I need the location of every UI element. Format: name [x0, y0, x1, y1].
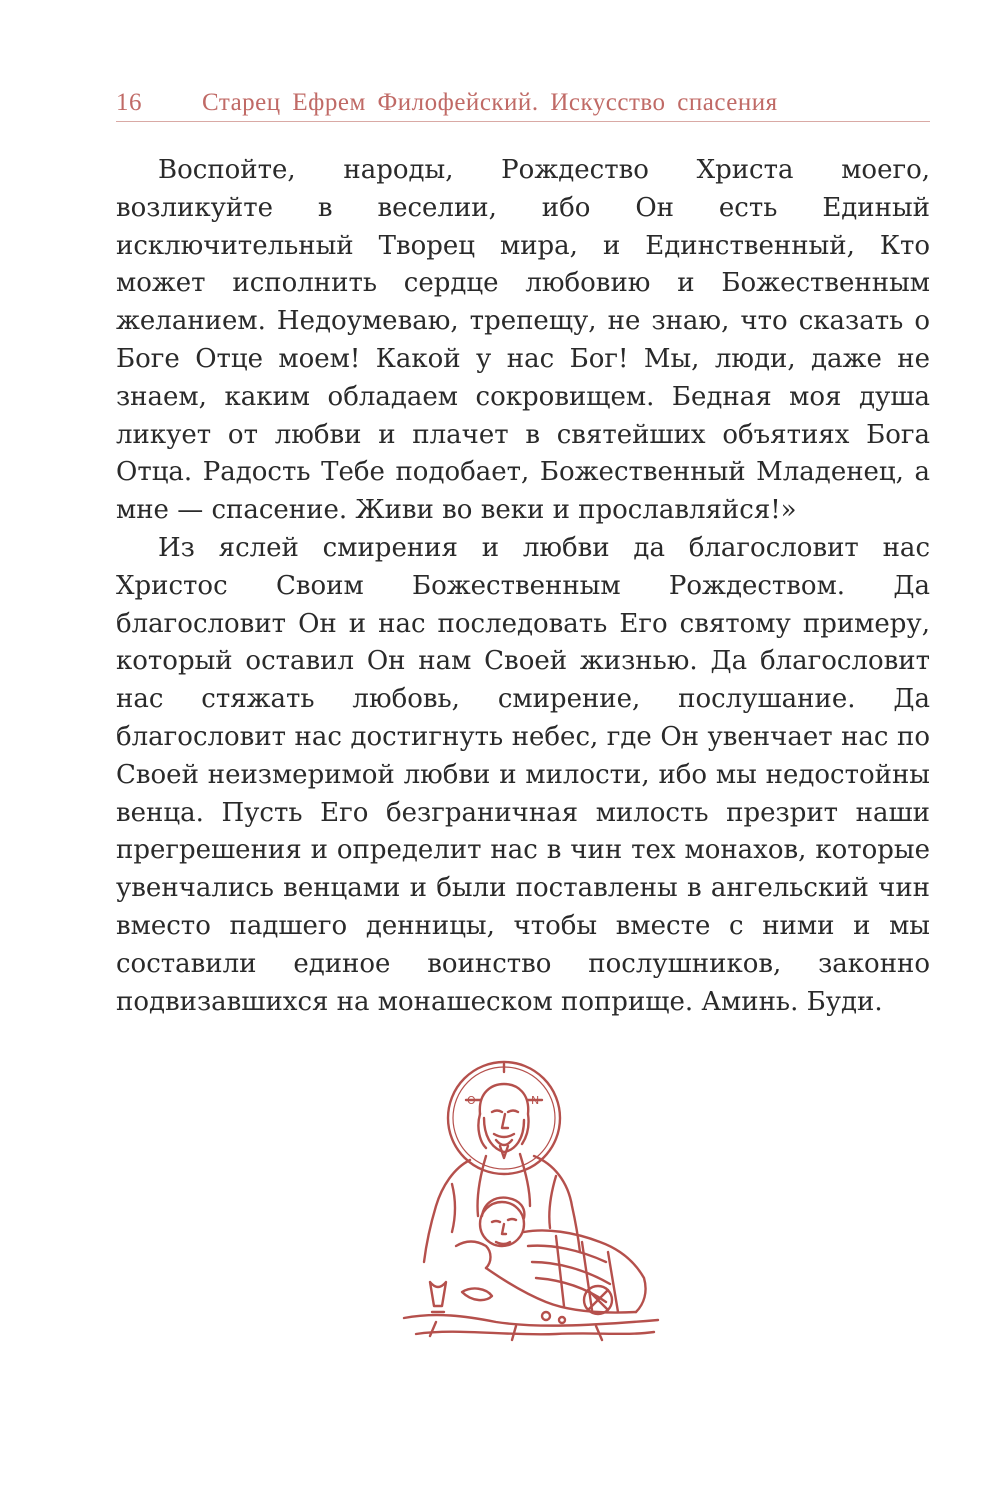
page-number: 16 — [116, 89, 142, 116]
halo-letter-o: О — [467, 1094, 476, 1107]
running-header — [116, 89, 930, 122]
paragraph: Из яслей смирения и любви да благословит нас Христос Своим Божественным Рождеством. Да благословит Он и нас последовать Его святому примеру, который оставил Он нам Своей жизнью. Да благословит нас стяжать любовь, смирение, послушание. Да благословит нас достигнуть небес, где Он увенчает нас по Своей неизмеримой любви и милости, ибо мы недостойны венца. Пусть Его безграничная милость презрит наши прегрешения и определит нас в чин тех монахов, которые увенчались венцами и были поставлены в ангельский чин вместо падшего денницы, чтобы вместе с ними и мы составили единое воинство послушников, законно подвизавшихся на монашеском поприще. Аминь. Буди. — [116, 532, 930, 1017]
christ-and-monk-illustration — [396, 1056, 666, 1356]
running-title: Старец Ефрем Филофейский. Искусство спасения — [202, 89, 778, 116]
body-text — [116, 152, 930, 1021]
halo-letter-n: Ν — [531, 1094, 540, 1107]
paragraph: Воспойте, народы, Рождество Христа моего, возликуйте в веселии, ибо Он есть Единый исключительный Творец мира, и Единственный, Кто может исполнить сердце любовию и Божественным желанием. Недоумеваю, трепещу, не знаю, что сказать о Боге Отце моем! Какой у нас Бог! Мы, люди, даже не знаем, каким обладаем сокровищем. Бедная моя душа ликует от любви и плачет в святейших объятиях Бога Отца. Радость Тебе подобает, Божественный Младенец, а мне — спасение. Живи во веки и прославляйся!» — [116, 155, 930, 526]
